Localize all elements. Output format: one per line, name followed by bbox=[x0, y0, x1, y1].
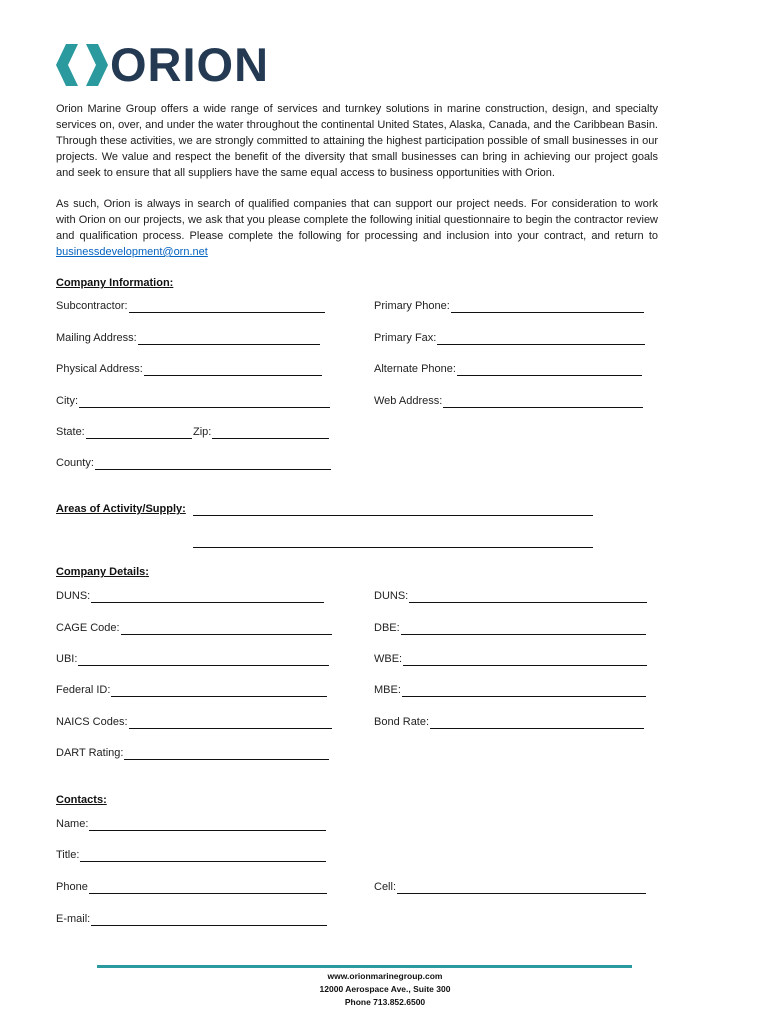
zip-field[interactable]: Zip: bbox=[193, 425, 329, 439]
cage-code-field[interactable]: CAGE Code: bbox=[56, 621, 332, 635]
email-link[interactable]: businessdevelopment@orn.net bbox=[56, 246, 208, 258]
mailing-address-field[interactable]: Mailing Address: bbox=[56, 331, 320, 345]
subcontractor-field[interactable]: Subcontractor: bbox=[56, 299, 325, 313]
areas-of-activity-line-2[interactable] bbox=[193, 535, 593, 548]
county-field[interactable]: County: bbox=[56, 456, 331, 470]
areas-of-activity-line-1[interactable] bbox=[193, 503, 593, 516]
company-details-heading: Company Details: bbox=[56, 566, 149, 578]
footer-address: 12000 Aerospace Ave., Suite 300 bbox=[319, 984, 451, 994]
dbe-field[interactable]: DBE: bbox=[374, 621, 646, 635]
mbe-field[interactable]: MBE: bbox=[374, 683, 646, 697]
federal-id-field[interactable]: Federal ID: bbox=[56, 683, 327, 697]
dart-rating-field[interactable]: DART Rating: bbox=[56, 746, 329, 760]
state-field[interactable]: State: bbox=[56, 425, 192, 439]
ubi-field[interactable]: UBI: bbox=[56, 652, 329, 666]
bond-rate-field[interactable]: Bond Rate: bbox=[374, 715, 644, 729]
footer-phone: Phone 713.852.6500 bbox=[344, 997, 426, 1007]
city-field[interactable]: City: bbox=[56, 394, 330, 408]
web-address-field[interactable]: Web Address: bbox=[374, 394, 643, 408]
intro-paragraph-2 bbox=[56, 196, 658, 260]
footer-divider bbox=[97, 965, 632, 968]
company-information-heading: Company Information: bbox=[56, 277, 174, 289]
footer-website: www.orionmarinegroup.com bbox=[327, 971, 443, 981]
duns-field-left[interactable]: DUNS: bbox=[56, 589, 324, 603]
primary-fax-field[interactable]: Primary Fax: bbox=[374, 331, 645, 345]
physical-address-field[interactable]: Physical Address: bbox=[56, 362, 322, 376]
contact-cell-field[interactable]: Cell: bbox=[374, 880, 646, 894]
intro-text: As such, Orion is always in search of qualified companies that can support our project needs. For consideration to work with Orion on our projects, we ask that you please complete the following initial questionnaire to begin the contractor review and qualification process. Please complete the following for processing and inclusion into your contract, and return to bbox=[56, 198, 658, 242]
contact-name-field[interactable]: Name: bbox=[56, 817, 326, 831]
areas-of-activity-heading: Areas of Activity/Supply: bbox=[56, 503, 186, 515]
naics-codes-field[interactable]: NAICS Codes: bbox=[56, 715, 332, 729]
logo-wordmark: ORION bbox=[110, 38, 270, 91]
orion-logo bbox=[56, 38, 270, 91]
contact-phone-field[interactable]: Phone bbox=[56, 880, 327, 894]
intro-paragraph: Orion Marine Group offers a wide range of services and turnkey solutions in marine construction, design, and specialty services on, over, and under the water throughout the continental United States, Alaska, Canada, and the Caribbean Basin. Through these activities, we are strongly committed to attaining the highest participation possible of small businesses in our projects. We value and respect the benefit of the diversity that small businesses can bring in achieving our project goals and seek to ensure that all suppliers have the same equal access to business opportunities with Orion. bbox=[56, 103, 658, 179]
contact-title-field[interactable]: Title: bbox=[56, 848, 326, 862]
duns-field-right[interactable]: DUNS: bbox=[374, 589, 647, 603]
primary-phone-field[interactable]: Primary Phone: bbox=[374, 299, 644, 313]
contacts-heading: Contacts: bbox=[56, 794, 107, 806]
orion-chevron-icon bbox=[56, 44, 108, 86]
alternate-phone-field[interactable]: Alternate Phone: bbox=[374, 362, 642, 376]
wbe-field[interactable]: WBE: bbox=[374, 652, 647, 666]
contact-email-field[interactable]: E-mail: bbox=[56, 912, 327, 926]
